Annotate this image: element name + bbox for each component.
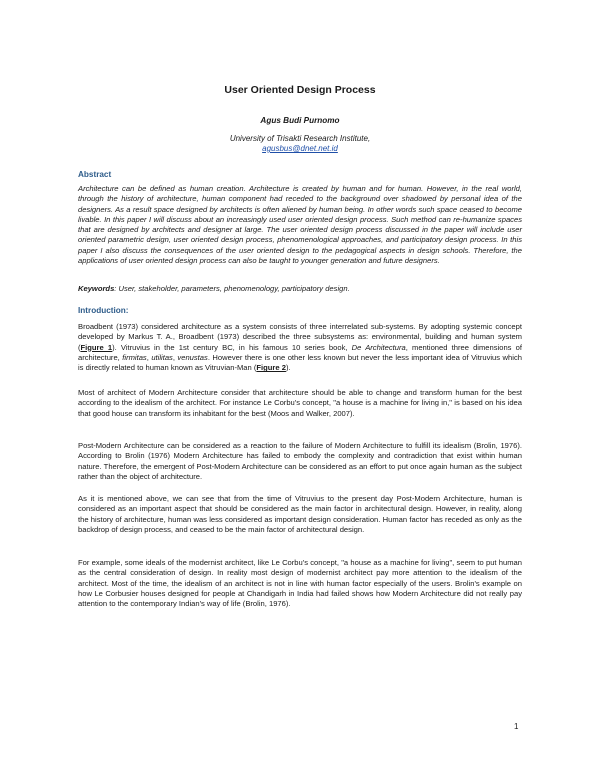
figure-2-link[interactable]: Figure 2 <box>256 363 286 373</box>
affiliation: University of Trisakti Research Institute, <box>229 134 371 143</box>
keywords-line <box>78 284 522 294</box>
affiliation-block <box>0 134 600 154</box>
intro-paragraph-4: As it is mentioned above, we can see that from the time of Vitruvius to the present day Post-Modern Architecture, human is considered as an important aspect that should be considered as the main factor in architectural design. However, in reality, along the history of architecture, human was less considered as important design consideration. Human factor has receded as only as the backdrop of design process, and ceased to be the main factor of architectural design. <box>78 494 522 534</box>
book-title: De Architectura <box>351 342 406 352</box>
intro-paragraph-5: For example, some ideals of the modernist architect, like Le Corbu's concept, "a house as a machine for living", seem to put human as the central consideration of design. In reality most design of modernist architect pay more attention to the idealism of the architect. Most of the time, the idealism of an architect is not in line with human factor especially of the users. Brolin's example on how Le Corbusier houses designed for people at Chandigarh in India had failed shows how Modern Architecture did not really pay attention to the contemporary Indian's way of life (Brolin, 1976). <box>78 558 522 609</box>
intro-paragraph-2: Most of architect of Modern Architecture consider that architecture should be able to change and transform human for the best according to the idealism of the architect. For instance Le Corbu's concept, "a house is a machine for living in," is based on his idea that good house can transform its inhabitant for the best (Moos and Walker, 2007). <box>78 388 522 418</box>
abstract-text: Architecture can be defined as human creation. Architecture is created by human and for human. However, in the real world, through the history of architecture, human component had receded to the background over shadowed by personal idea of the designers. As a result space designed by architects is often aliened by human being. In other words such space ceased to become livable. In this paper I will discuss about an increasingly used user oriented design process. Such method can re-humanize spaces that are designed by architects and designer at large. The user oriented design process discussed in the paper will include user oriented parametric design, user oriented design process, phenomenological approaches, and participatory design process. In this paper I also discuss the consequences of the user oriented design to the pedagogical aspects in design schools. Therefore, the applications of user oriented design process can also be taught to younger generation and future designers. <box>78 184 522 266</box>
intro-paragraph-1: Broadbent (1973) considered architecture as a system consists of three interrelated sub-systems. By adopting systemic concept developed by Markus T. A., Broadbent (1973) described the three subsystems as: environmental, building and human system (Figure 1). Vitruvius in the 1st century BC, in his famous 10 series book, De Architectura, mentioned three dimensions of architecture, firmitas, utilitas, venustas. However there is one other less known but never the less important idea of Vitruvius which is directly related to human known as Vitruvian-Man (Figure 2). <box>78 322 522 373</box>
email-link[interactable]: agusbus@dnet.net.id <box>262 144 338 153</box>
keywords-text: : User, stakeholder, parameters, phenomenology, participatory design. <box>114 284 350 293</box>
keywords-label: Keywords <box>78 284 115 293</box>
intro-paragraph-3: Post-Modern Architecture can be considered as a reaction to the failure of Modern Architecture to fulfill its idealism (Brolin, 1976). According to Brolin (1976) Modern Architecture has failed to embody the complexity and contradiction that exist within human nature. Therefore, the emergent of Post-Modern Architecture can be considered as an effort to put once again human as the subject rather than the object of architecture. <box>78 441 522 481</box>
author-name: Agus Budi Purnomo <box>260 116 340 125</box>
abstract-heading: Abstract <box>78 170 112 179</box>
paper-title: User Oriented Design Process <box>224 84 376 96</box>
introduction-heading: Introduction: <box>78 306 129 315</box>
page-number: 1 <box>514 722 519 731</box>
figure-1-link[interactable]: Figure 1 <box>80 342 113 352</box>
